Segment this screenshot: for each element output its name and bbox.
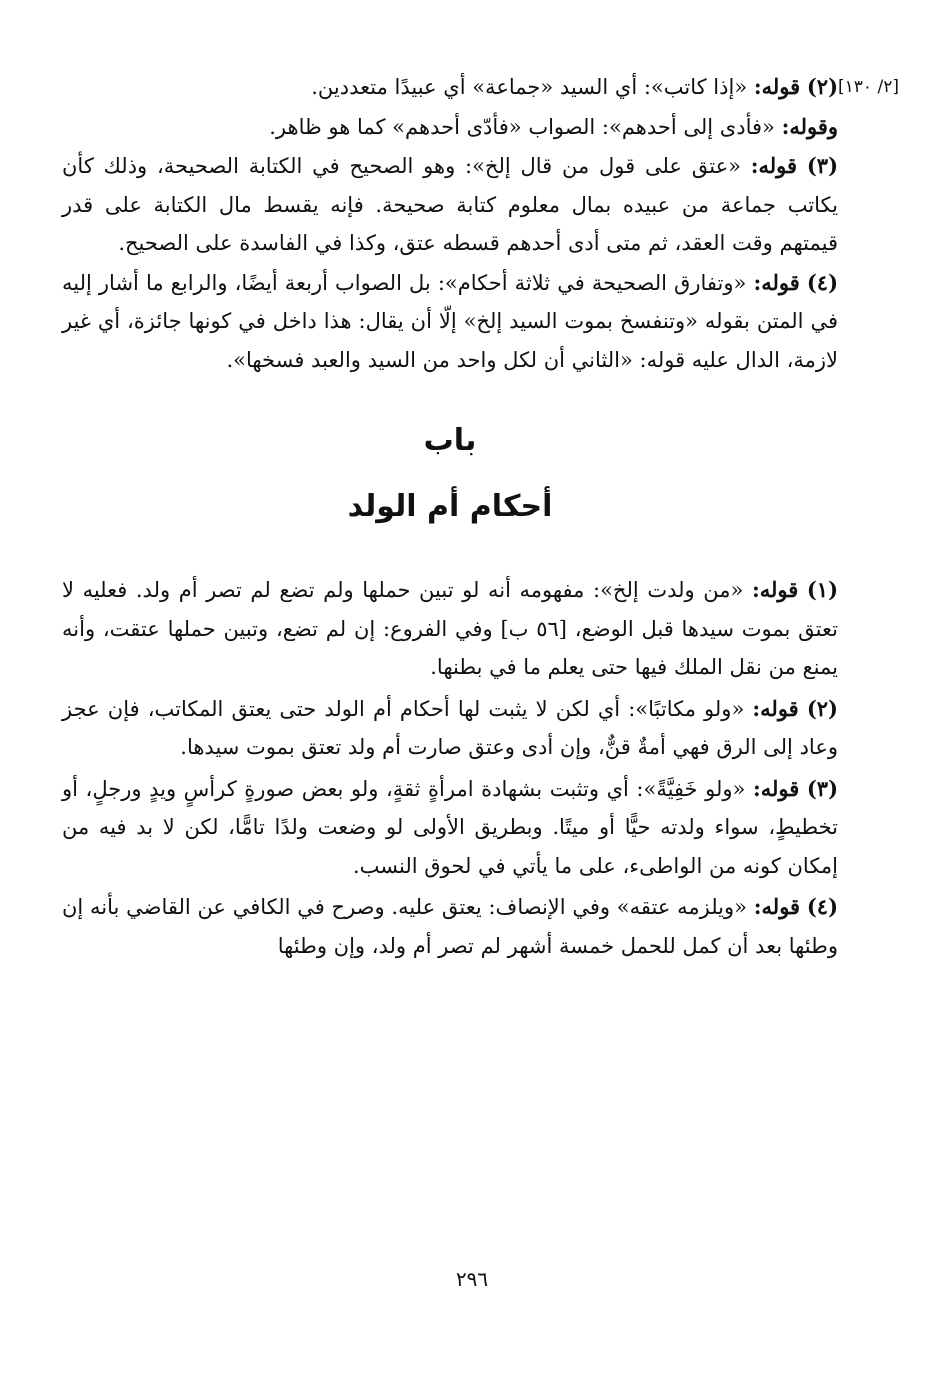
note-text: «وتفارق الصحيحة في ثلاثة أحكام»: بل الصواب أربعة أيضًا، والرابع ما أشار إليه في المتن بقوله «وتنفسخ بموت السيد إلخ» إلّا أن يقال: هذا داخل في كونها جائزة، أي غير لازمة، الدال عليه قوله: «الثاني أن لكل واحد من السيد والعبد فسخها». bbox=[62, 270, 838, 372]
note-keyword: قوله: bbox=[750, 153, 798, 178]
note-paragraph bbox=[62, 264, 838, 380]
note-keyword: قوله: bbox=[752, 695, 799, 721]
note-keyword: قوله: bbox=[753, 74, 801, 99]
note-paragraph bbox=[62, 147, 838, 263]
footnotes-previous-chapter bbox=[62, 68, 838, 379]
note-text: «من ولدت إلخ»: مفهومه أنه لو تبين حملها ولم تضع لم تصر أم ولد. فعليه لا تعتق بموت سيدها قبل الوضع، [٥٦ ب] وفي الفروع: إن لم تضع، وتبين حملها عتقت، وأنه يمنع من نقل الملك فيها حتى يعلم ما في بطنها. bbox=[62, 578, 838, 679]
note-number: (٣) bbox=[806, 775, 838, 801]
note-paragraph bbox=[62, 571, 838, 687]
note-number: (٣) bbox=[806, 153, 838, 178]
note-keyword: قوله: bbox=[751, 577, 799, 602]
footnotes-chapter bbox=[62, 571, 838, 965]
note-text: «فأدى إلى أحدهم»: الصواب «فأدّى أحدهم» كما هو ظاهر. bbox=[269, 114, 775, 139]
note-number: (٢) bbox=[806, 695, 838, 721]
note-text: «ولو مكاتبًا»: أي لكن لا يثبت لها أحكام أم الولد حتى يعتق المكاتب، فإن عجز وعاد إلى الرق فهي أمةٌ قنٌّ، وإن أدى وعتق صارت أم ولد تعتق بموت سيدها. bbox=[62, 696, 838, 759]
note-text: «إذا كاتب»: أي السيد «جماعة» أي عبيدًا متعددين. bbox=[311, 75, 748, 99]
note-keyword: قوله: bbox=[753, 894, 801, 919]
note-text: «عتق على قول من قال إلخ»: وهو الصحيح في الكتابة الصحيحة، وذلك كأن يكاتب جماعة من عبيده بمال معلوم كتابة صحيحة. فإنه يقسط مال الكتابة على قدر قيمتهم وقت العقد، ثم متى أدى أحدهم قسطه عتق، وكذا في الفاسدة على الصحيح. bbox=[62, 154, 838, 255]
note-keyword: قوله: bbox=[752, 775, 800, 801]
note-keyword: وقوله: bbox=[781, 113, 838, 139]
note-text: «ولو خَفِيَّةً»: أي وتثبت بشهادة امرأةٍ ثقةٍ، ولو بعض صورةٍ كرأسٍ ويدٍ ورجلٍ، أو تخطيطٍ، سواء ولدته حيًّا أو ميتًا. وبطريق الأولى لو وضعت ولدًا تامًّا، لكن لا بد فيه من إمكان كونه من الواطىء، على ما يأتي في لحوق النسب. bbox=[62, 776, 838, 878]
page-number: ٢٩٦ bbox=[455, 1267, 489, 1291]
note-paragraph bbox=[62, 770, 838, 886]
margin-reference: [٢/ ١٣٠] bbox=[838, 77, 899, 97]
note-text: «ويلزمه عتقه» وفي الإنصاف: يعتق عليه. وصرح في الكافي عن القاضي بأنه إن وطئها بعد أن كمل للحمل خمسة أشهر لم تصر أم ولد، وإن وطئها bbox=[62, 895, 838, 958]
note-paragraph bbox=[62, 68, 838, 107]
note-number: (٤) bbox=[806, 269, 838, 295]
chapter-label: باب bbox=[423, 423, 477, 458]
note-paragraph bbox=[62, 108, 838, 147]
note-number: (٢) bbox=[806, 74, 838, 99]
note-keyword: قوله: bbox=[753, 269, 800, 295]
note-number: (٤) bbox=[806, 894, 838, 919]
note-paragraph bbox=[62, 888, 838, 965]
note-paragraph bbox=[62, 690, 838, 767]
note-number: (١) bbox=[806, 577, 838, 602]
page-body bbox=[62, 68, 838, 968]
chapter-title: أحكام أم الولد bbox=[347, 489, 553, 524]
